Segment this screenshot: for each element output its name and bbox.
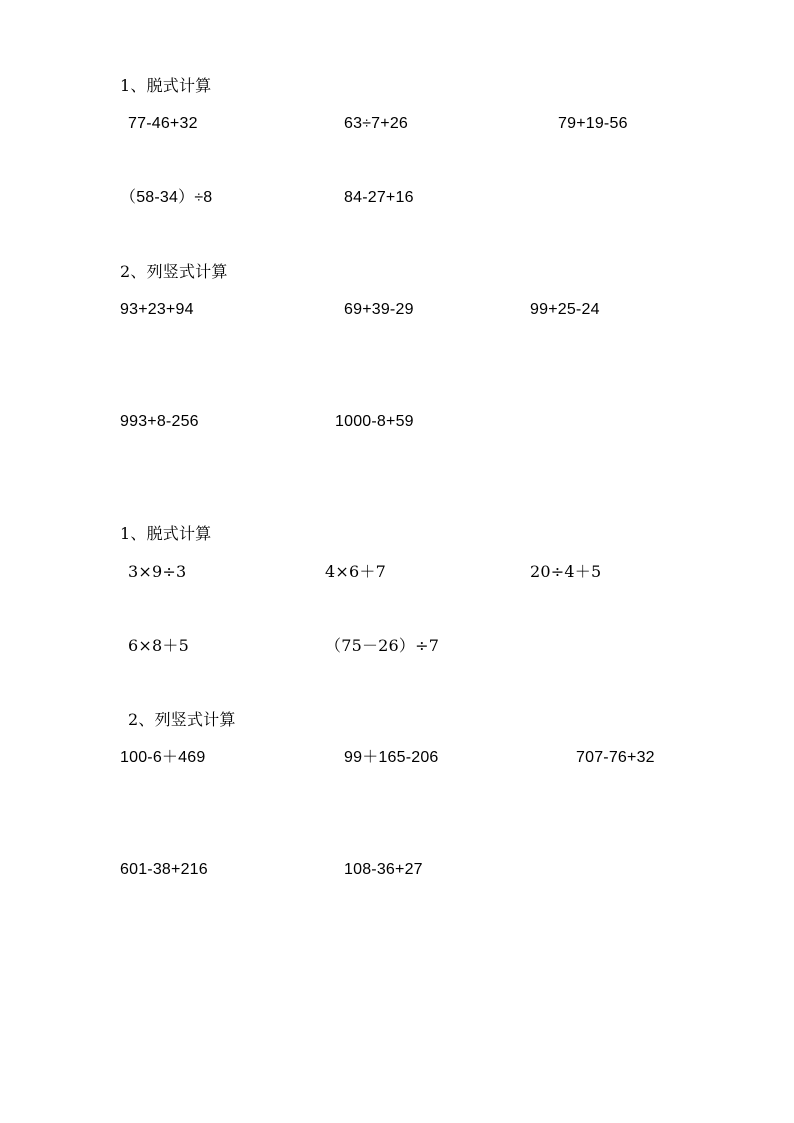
expression: 20÷4＋5 <box>530 562 602 581</box>
expression: 77-46+32 <box>128 115 198 132</box>
section-heading-oral-calc-1: 1、脱式计算 <box>120 76 212 95</box>
expression: 84-27+16 <box>344 189 414 206</box>
expression: 99＋165-206 <box>344 749 439 766</box>
expression: （58-34）÷8 <box>120 189 213 206</box>
expression: 63÷7+26 <box>344 115 409 132</box>
expression: 69+39-29 <box>344 301 414 318</box>
expression: 99+25-24 <box>530 301 600 318</box>
expression: 1000-8+59 <box>335 413 414 430</box>
expression: 707-76+32 <box>576 749 655 766</box>
expression: （75－26）÷7 <box>325 636 440 655</box>
expression: 6×8＋5 <box>128 636 189 655</box>
section-heading-vertical-calc-2: 2、列竖式计算 <box>128 710 236 729</box>
expression: 4×6＋7 <box>325 562 386 581</box>
section-heading-vertical-calc-1: 2、列竖式计算 <box>120 262 228 281</box>
expression: 601-38+216 <box>120 861 208 878</box>
expression: 100-6＋469 <box>120 749 206 766</box>
expression: 93+23+94 <box>120 301 194 318</box>
expression: 79+19-56 <box>558 115 628 132</box>
section-heading-oral-calc-2: 1、脱式计算 <box>120 524 212 543</box>
expression: 108-36+27 <box>344 861 423 878</box>
expression: 3×9÷3 <box>128 562 187 581</box>
expression: 993+8-256 <box>120 413 199 430</box>
